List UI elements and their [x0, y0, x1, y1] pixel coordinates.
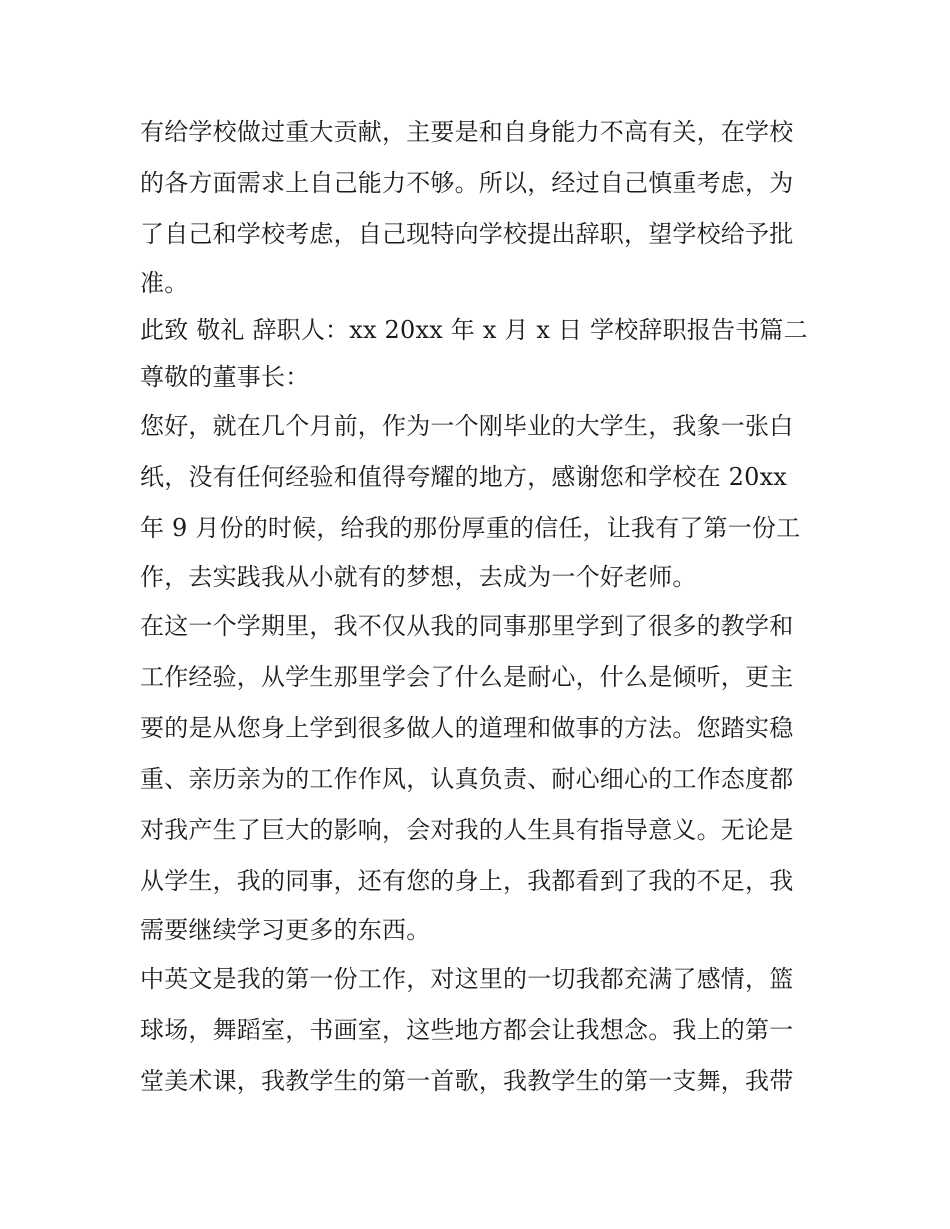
text-line: 重、亲历亲为的工作作风，认真负责、耐心细心的工作态度都 — [140, 765, 794, 793]
text-line: 作，去实践我从小就有的梦想，去成为一个好老师。 — [140, 563, 697, 591]
text-line: 需要继续学习更多的东西。 — [140, 916, 431, 944]
text-line: 了自己和学校考虑，自己现特向学校提出辞职，望学校给予批 — [140, 220, 794, 248]
document-body — [140, 107, 820, 1107]
text-line: 尊敬的董事长： — [140, 363, 310, 391]
text-line: 有给学校做过重大贡献，主要是和自身能力不高有关，在学校 — [140, 118, 794, 146]
text-line: 准。 — [140, 269, 189, 297]
text-line: 要的是从您身上学到很多做人的道理和做事的方法。您踏实稳 — [140, 714, 794, 742]
text-line: 此致 敬礼 辞职人：xx 20xx 年 x 月 x 日 学校辞职报告书篇二 — [140, 316, 808, 344]
text-line: 中英文是我的第一份工作，对这里的一切我都充满了感情，篮 — [140, 965, 794, 993]
text-line: 对我产生了巨大的影响，会对我的人生具有指导意义。无论是 — [140, 816, 794, 844]
text-line: 纸，没有任何经验和值得夸耀的地方，感谢您和学校在 20xx — [140, 463, 788, 491]
text-line: 您好，就在几个月前，作为一个刚毕业的大学生，我象一张白 — [140, 412, 794, 440]
text-line: 工作经验，从学生那里学会了什么是耐心，什么是倾听，更主 — [140, 663, 794, 691]
text-line: 的各方面需求上自己能力不够。所以，经过自己慎重考虑，为 — [140, 169, 794, 197]
text-line: 从学生，我的同事，还有您的身上，我都看到了我的不足，我 — [140, 867, 794, 895]
text-line: 堂美术课，我教学生的第一首歌，我教学生的第一支舞，我带 — [140, 1067, 794, 1095]
text-line: 球场，舞蹈室，书画室，这些地方都会让我想念。我上的第一 — [140, 1016, 794, 1044]
text-line: 在这一个学期里，我不仅从我的同事那里学到了很多的教学和 — [140, 612, 794, 640]
text-line: 年 9 月份的时候，给我的那份厚重的信任，让我有了第一份工 — [140, 514, 801, 542]
